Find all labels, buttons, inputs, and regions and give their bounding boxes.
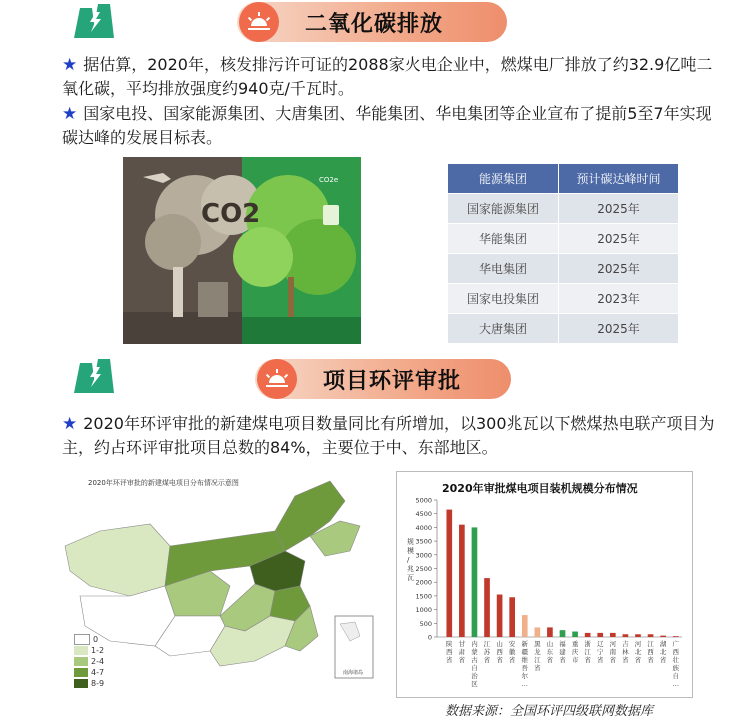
- star-bullet-icon: ★: [62, 55, 78, 75]
- x-tick-label: 江西省: [647, 640, 654, 664]
- legend-swatch: [74, 657, 88, 666]
- legend-swatch: [74, 646, 88, 655]
- emission-paragraph-1: ★ 据估算，2020年，核发排污许可证的2088家火电企业中，燃煤电厂排放了约32.9亿吨二氧化碳，平均排放强度约940克/千瓦时。: [62, 55, 713, 98]
- map-legend: [74, 634, 104, 689]
- y-tick-label: 2500: [415, 565, 432, 573]
- bar: [597, 633, 603, 637]
- section-title: 二氧化碳排放: [305, 11, 444, 37]
- table-header-peak-time: 预计碳达峰时间: [559, 164, 679, 194]
- bar: [484, 578, 490, 637]
- capacity-bar-chart-panel: [396, 471, 693, 698]
- x-tick-label: 安徽省: [508, 640, 516, 664]
- bar: [560, 630, 566, 637]
- bar: [522, 615, 528, 637]
- table-row: 华能集团 2025年: [448, 224, 679, 254]
- x-tick-label: 广西壮族自…: [672, 640, 679, 688]
- table-row: 国家能源集团 2025年: [448, 194, 679, 224]
- x-tick-label: 吉林省: [622, 640, 629, 664]
- section-title: 项目环评审批: [323, 368, 462, 394]
- emission-paragraph-2: ★ 国家电投、国家能源集团、大唐集团、华能集团、华电集团等企业宣布了提前5至7年实现碳达峰的发展目标表。: [62, 104, 712, 147]
- x-tick-label: 浙江省: [584, 640, 591, 664]
- y-tick-label: 4000: [415, 523, 432, 532]
- star-bullet-icon: ★: [62, 414, 78, 434]
- x-tick-label: 甘肃省: [458, 640, 466, 664]
- y-axis-label: 规模/兆瓦: [407, 538, 414, 582]
- y-tick-label: 1000: [415, 606, 432, 615]
- y-tick-label: 3000: [415, 551, 432, 560]
- x-tick-label: 陕西省: [446, 640, 453, 664]
- peak-table-panel: [447, 163, 679, 344]
- bar: [660, 636, 666, 637]
- x-tick-label: 黑龙江省: [534, 640, 541, 672]
- y-tick-label: 4500: [415, 510, 432, 519]
- approval-paragraph: ★ 2020年环评审批的新建煤电项目数量同比有所增加，以300兆瓦以下燃煤热电联产项目为主，约占环评审批项目总数的84%，主要位于中、东部地区。: [62, 414, 715, 457]
- y-tick-label: 3500: [415, 537, 432, 546]
- bar: [648, 634, 654, 637]
- x-tick-label: 河北省: [634, 640, 642, 664]
- legend-swatch: [74, 668, 88, 677]
- legend-item: 2-4: [74, 656, 104, 667]
- bar: [509, 597, 515, 637]
- legend-item: 0: [74, 634, 104, 645]
- bar: [497, 595, 503, 637]
- china-map: [60, 476, 378, 698]
- y-tick-label: 0: [427, 633, 432, 642]
- power-plant-icon: [72, 357, 124, 397]
- china-map-panel: [60, 476, 378, 698]
- section-banner-approval: [255, 359, 511, 399]
- map-inset-label: 南海诸岛: [343, 670, 364, 676]
- co2e-text: CO2e: [319, 176, 339, 184]
- y-tick-label: 1500: [415, 592, 432, 601]
- x-tick-label: 重庆市: [571, 640, 579, 664]
- table-row: 华电集团 2025年: [448, 254, 679, 284]
- legend-item: 4-7: [74, 667, 104, 678]
- co2-illustration: [123, 157, 361, 344]
- x-tick-label: 内蒙古自治区: [471, 640, 478, 688]
- y-tick-label: 500: [419, 619, 432, 628]
- source-note: 数据来源：全国环评四级联网数据库: [445, 704, 654, 719]
- table-header-group: 能源集团: [448, 164, 559, 194]
- legend-swatch: [74, 634, 90, 645]
- bar: [459, 525, 465, 637]
- y-tick-label: 2000: [415, 578, 432, 587]
- bar: [585, 633, 591, 637]
- legend-item: 1-2: [74, 645, 104, 656]
- legend-swatch: [74, 679, 88, 688]
- capacity-bar-chart: [397, 472, 692, 697]
- legend-item: 8-9: [74, 678, 104, 689]
- co2-text: CO2: [201, 199, 261, 229]
- y-tick-label: 5000: [415, 496, 432, 505]
- bar: [547, 627, 553, 637]
- x-tick-label: 新疆维吾尔…: [521, 640, 529, 688]
- section-banner-emissions: [237, 2, 507, 42]
- chart-title: 2020年审批煤电项目装机规模分布情况: [442, 482, 638, 495]
- map-title: 2020年环评审批的新建煤电项目分布情况示意图: [88, 479, 239, 487]
- x-tick-label: 河南省: [609, 640, 617, 664]
- x-tick-label: 山东省: [546, 640, 554, 664]
- star-bullet-icon: ★: [62, 104, 78, 124]
- power-plant-icon: [72, 2, 124, 42]
- x-tick-label: 辽宁省: [596, 640, 604, 664]
- bar: [635, 634, 641, 637]
- bar: [446, 510, 452, 637]
- x-tick-label: 山西省: [496, 640, 503, 664]
- sunrise-icon: [239, 2, 279, 42]
- bar: [572, 632, 578, 637]
- bar: [535, 627, 541, 637]
- peak-table: [447, 163, 679, 344]
- x-tick-label: 湖北省: [659, 640, 667, 664]
- bar: [472, 527, 478, 637]
- bar: [623, 634, 629, 637]
- sunrise-icon: [257, 359, 297, 399]
- x-tick-label: 江苏省: [483, 640, 491, 664]
- table-row: 国家电投集团 2023年: [448, 284, 679, 314]
- bar: [673, 636, 679, 637]
- x-tick-label: 福建省: [559, 640, 566, 664]
- table-row: 大唐集团 2025年: [448, 314, 679, 344]
- bar: [610, 633, 616, 637]
